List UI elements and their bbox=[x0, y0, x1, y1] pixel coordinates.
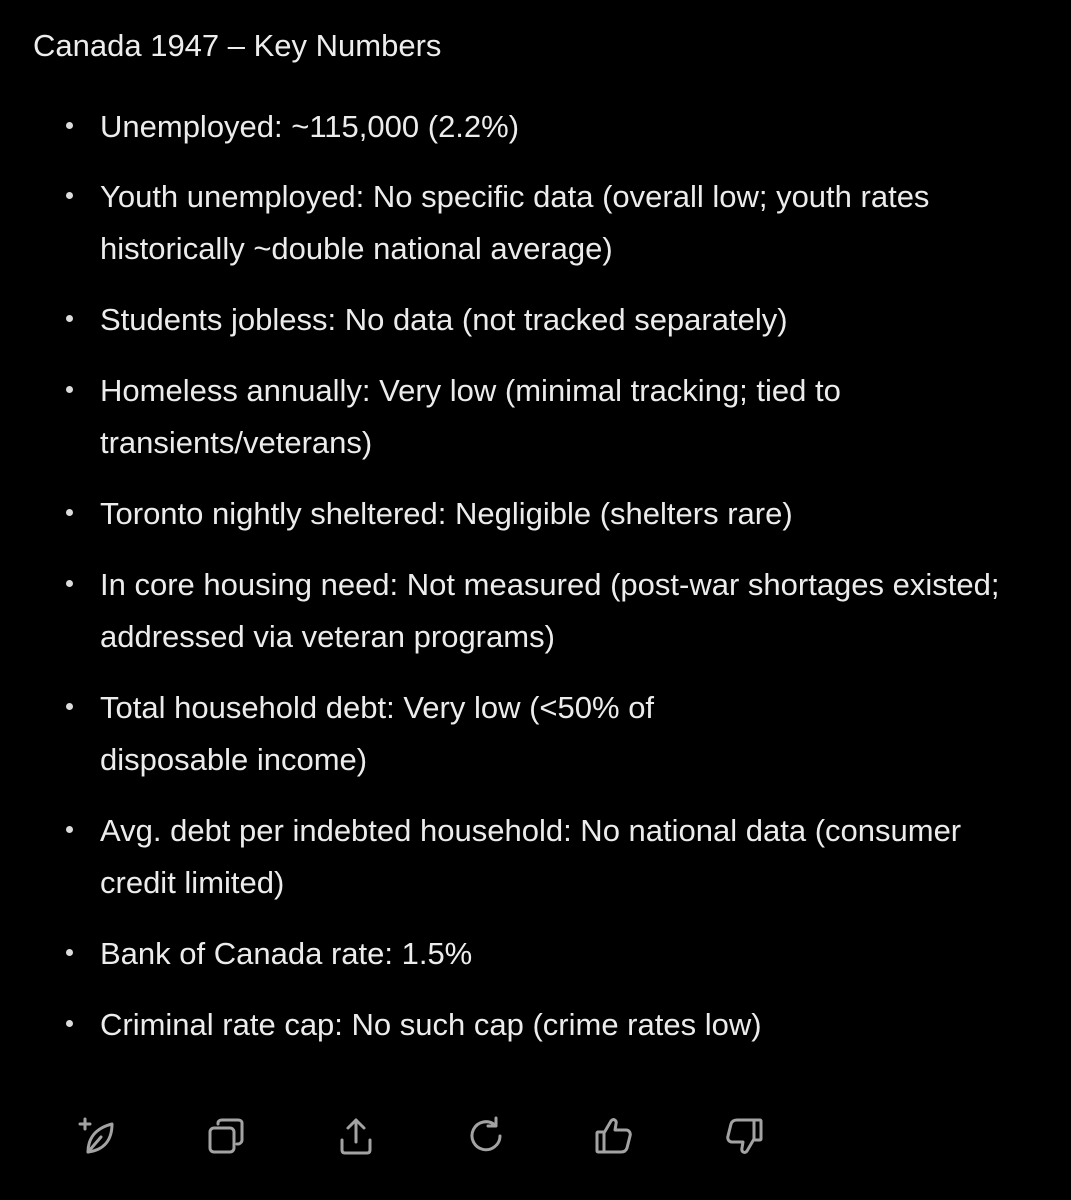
list-item-text: Bank of Canada rate: 1.5% bbox=[100, 936, 473, 971]
list-item-text: Toronto nightly sheltered: Negligible (shelters rare) bbox=[100, 496, 793, 531]
thumbs-down-button[interactable] bbox=[716, 1108, 772, 1164]
bullet-dot bbox=[66, 1020, 73, 1027]
thumbs-up-button[interactable] bbox=[586, 1108, 642, 1164]
list-item-text: Homeless annually: Very low (minimal tracking; tied to transients/veterans) bbox=[100, 373, 841, 460]
thumbs-up-icon bbox=[590, 1112, 638, 1160]
list-item-text: Avg. debt per indebted household: No national data (consumer credit limited) bbox=[100, 813, 962, 900]
bullet-dot bbox=[66, 386, 73, 393]
bullet-dot bbox=[66, 826, 73, 833]
list-item-text: In core housing need: Not measured (post-war shortages existed; addressed via veteran programs) bbox=[100, 567, 1000, 654]
regenerate-icon bbox=[462, 1112, 510, 1160]
bullet-dot bbox=[66, 509, 73, 516]
bullet-dot bbox=[66, 703, 73, 710]
share-icon bbox=[332, 1112, 380, 1160]
bullet-dot bbox=[66, 580, 73, 587]
list-item-text: Total household debt: Very low (<50% of disposable income) bbox=[100, 690, 655, 777]
share-button[interactable] bbox=[328, 1108, 384, 1164]
copy-button[interactable] bbox=[198, 1108, 254, 1164]
sparkle-leaf-button[interactable] bbox=[70, 1108, 126, 1164]
regenerate-button[interactable] bbox=[458, 1108, 514, 1164]
message-title: Canada 1947 – Key Numbers bbox=[33, 28, 442, 63]
list-item-text: Unemployed: ~115,000 (2.2%) bbox=[100, 109, 520, 144]
bullet-dot bbox=[66, 949, 73, 956]
bullet-dot bbox=[66, 122, 73, 129]
copy-icon bbox=[202, 1112, 250, 1160]
bullet-dot bbox=[66, 192, 73, 199]
sparkle-leaf-icon bbox=[74, 1112, 122, 1160]
message-actions-bar bbox=[0, 1108, 1071, 1164]
list-item-text: Criminal rate cap: No such cap (crime rates low) bbox=[100, 1007, 762, 1042]
list-item-text: Students jobless: No data (not tracked separately) bbox=[100, 302, 788, 337]
list-item-text: Youth unemployed: No specific data (overall low; youth rates historically ~double national average) bbox=[100, 179, 930, 266]
bullet-dot bbox=[66, 315, 73, 322]
thumbs-down-icon bbox=[720, 1112, 768, 1160]
